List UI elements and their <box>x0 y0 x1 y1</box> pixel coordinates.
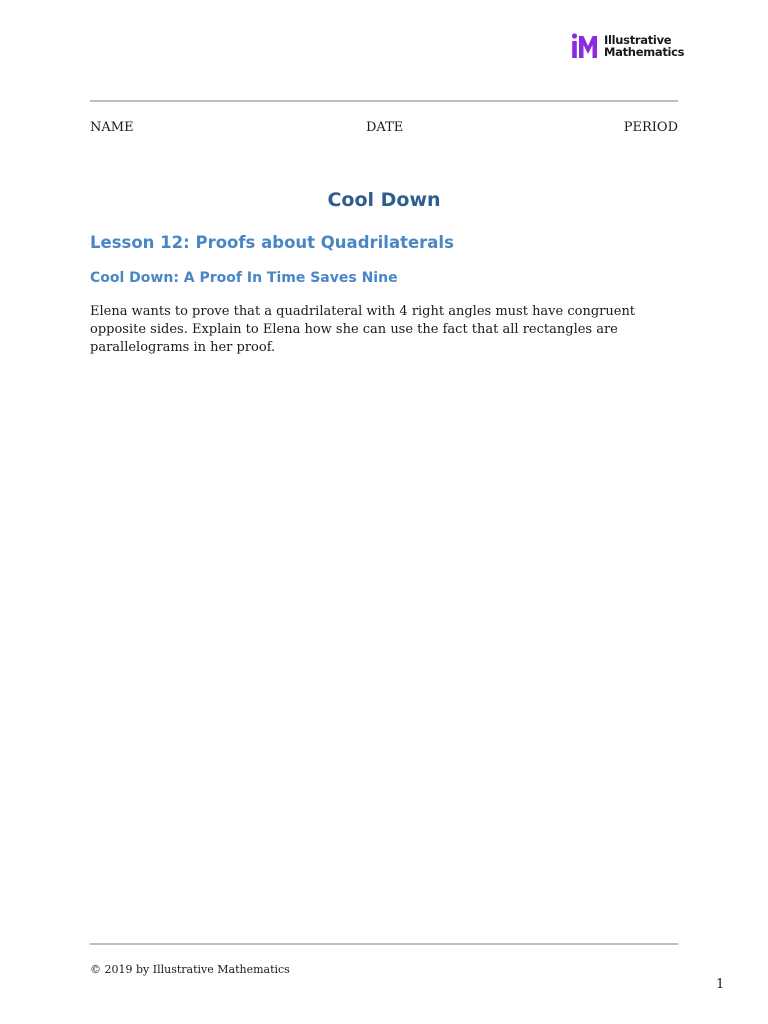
logo-line-1: Illustrative <box>604 33 672 47</box>
student-info-row <box>90 120 678 138</box>
date-label: DATE <box>366 120 404 135</box>
illustrative-mathematics-logo <box>571 33 684 59</box>
document-title: Cool Down <box>327 189 441 211</box>
header-divider <box>90 100 678 102</box>
copyright-notice: © 2019 by Illustrative Mathematics <box>90 963 290 976</box>
im-logo-icon <box>571 33 601 59</box>
task-prompt: Elena wants to prove that a quadrilateral with 4 right angles must have congruent opposite sides. Explain to Elena how she can use the fact that all rectangles are parallelograms in her proof. <box>90 304 636 355</box>
logo-line-2: Mathematics <box>604 45 685 59</box>
name-label: NAME <box>90 120 134 135</box>
cooldown-heading: Cool Down: A Proof In Time Saves Nine <box>90 270 398 286</box>
page-number: 1 <box>716 977 725 992</box>
logo-wordmark <box>604 34 684 58</box>
footer-divider <box>90 943 678 945</box>
lesson-heading: Lesson 12: Proofs about Quadrilaterals <box>90 233 454 252</box>
period-label: PERIOD <box>623 120 678 135</box>
